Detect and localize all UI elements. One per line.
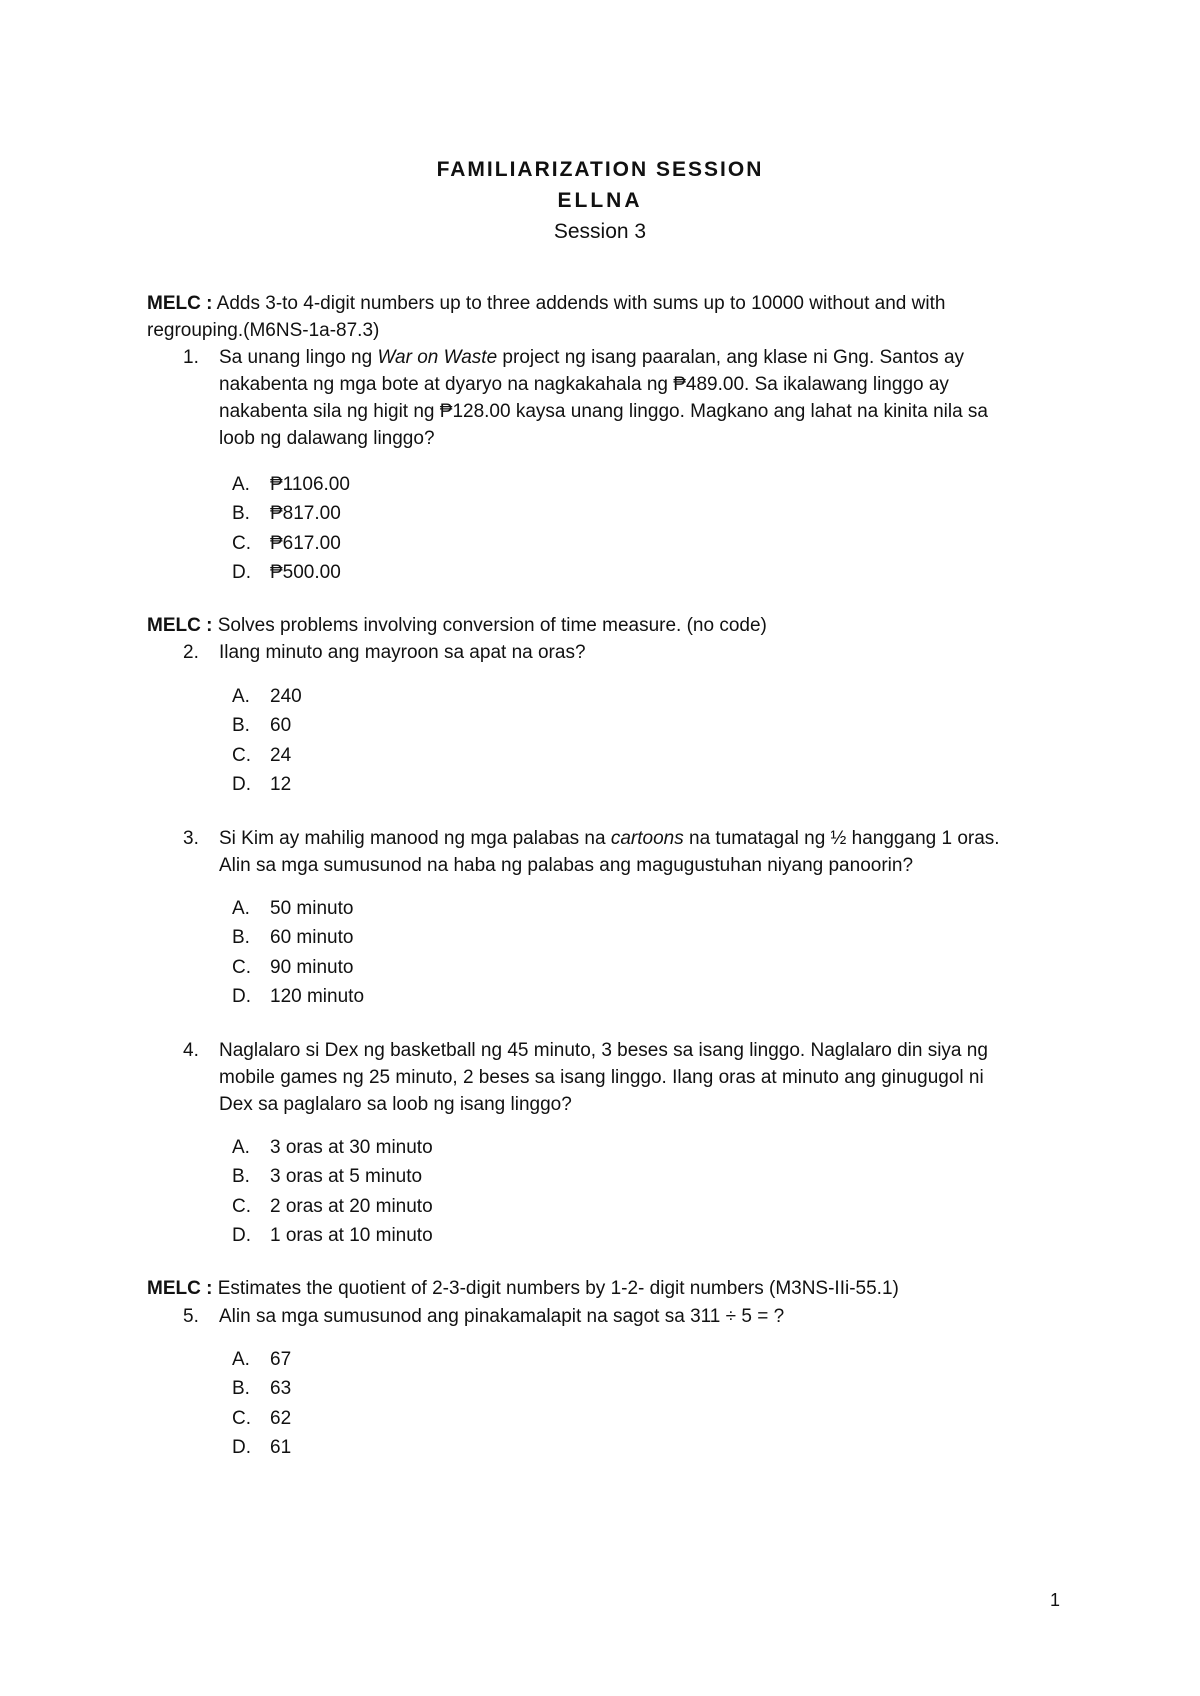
option-2b[interactable]: B. 60 (232, 715, 292, 736)
question-number: 2. (183, 642, 199, 663)
option-2a[interactable]: A. 240 (232, 686, 302, 707)
question-text: Si Kim ay mahilig manood ng mga palabas na cartoons na tumatagal ng ½ hanggang 1 oras. Alin sa mga sumusunod na haba ng palabas ang magugustuhan niyang panoorin? (219, 828, 1000, 876)
option-2c[interactable]: C. 24 (232, 745, 292, 766)
question-text: Sa unang lingo ng War on Waste project ng isang paaralan, ang klase ni Gng. Santos ay nakabenta ng mga bote at dyaryo na nagkakahala ng ₱489.00. Sa ikalawang linggo ay nakabenta sila ng higit ng ₱128.00 kaysa unang linggo. Magkano ang lahat na kinita nila sa loob ng dalawang linggo? (219, 347, 988, 449)
option-4d[interactable]: D. 1 oras at 10 minuto (232, 1225, 433, 1246)
question-number: 1. (183, 347, 199, 368)
option-4b[interactable]: B. 3 oras at 5 minuto (232, 1166, 423, 1187)
session-label: Session 3 (553, 220, 647, 243)
option-3b[interactable]: B. 60 minuto (232, 927, 354, 948)
option-3d[interactable]: D. 120 minuto (232, 986, 365, 1007)
emphasis-text: War on Waste (377, 347, 498, 368)
option-5a[interactable]: A. 67 (232, 1349, 292, 1370)
question-text: Naglalaro si Dex ng basketball ng 45 minuto, 3 beses sa isang linggo. Naglalaro din siya ng mobile games ng 25 minuto, 2 beses sa isang linggo. Ilang oras at minuto ang ginugugol ni Dex sa paglalaro sa loob ng isang linggo? (219, 1040, 988, 1115)
page-number: 1 (1050, 1590, 1061, 1610)
question-text: Alin sa mga sumusunod ang pinakamalapit na sagot sa 311 ÷ 5 = ? (219, 1306, 785, 1327)
melc-label: MELC : (147, 293, 213, 314)
melc-text: Estimates the quotient of 2-3-digit numbers by 1-2- digit numbers (M3NS-IIi-55.1) (217, 1278, 899, 1299)
option-1a[interactable]: A. ₱1106.00 (232, 474, 350, 495)
option-5c[interactable]: C. 62 (232, 1408, 292, 1429)
melc-2 (147, 612, 1047, 639)
document-title: FAMILIARIZATION SESSION (436, 158, 764, 181)
question-number: 5. (183, 1306, 199, 1327)
question-number: 4. (183, 1040, 199, 1061)
question-number: 3. (183, 828, 199, 849)
melc-label: MELC : (147, 1278, 213, 1299)
document-subtitle: ELLNA (557, 189, 643, 212)
option-4a[interactable]: A. 3 oras at 30 minuto (232, 1137, 433, 1158)
option-4c[interactable]: C. 2 oras at 20 minuto (232, 1196, 433, 1217)
emphasis-text: cartoons (610, 828, 684, 849)
melc-text: Adds 3-to 4-digit numbers up to three addends with sums up to 10000 without and with (216, 293, 946, 314)
option-3c[interactable]: C. 90 minuto (232, 957, 354, 978)
option-1d[interactable]: D. ₱500.00 (232, 562, 341, 583)
melc-1 (147, 290, 1047, 344)
melc-3 (147, 1275, 1047, 1302)
option-2d[interactable]: D. 12 (232, 774, 292, 795)
option-5d[interactable]: D. 61 (232, 1437, 292, 1458)
melc-text-continued: regrouping.(M6NS-1a-87.3) (147, 320, 380, 341)
option-3a[interactable]: A. 50 minuto (232, 898, 354, 919)
option-1b[interactable]: B. ₱817.00 (232, 503, 341, 524)
melc-text: Solves problems involving conversion of time measure. (no code) (217, 615, 767, 636)
option-5b[interactable]: B. 63 (232, 1378, 292, 1399)
melc-label: MELC : (147, 615, 213, 636)
question-text: Ilang minuto ang mayroon sa apat na oras? (219, 642, 586, 663)
option-1c[interactable]: C. ₱617.00 (232, 533, 341, 554)
